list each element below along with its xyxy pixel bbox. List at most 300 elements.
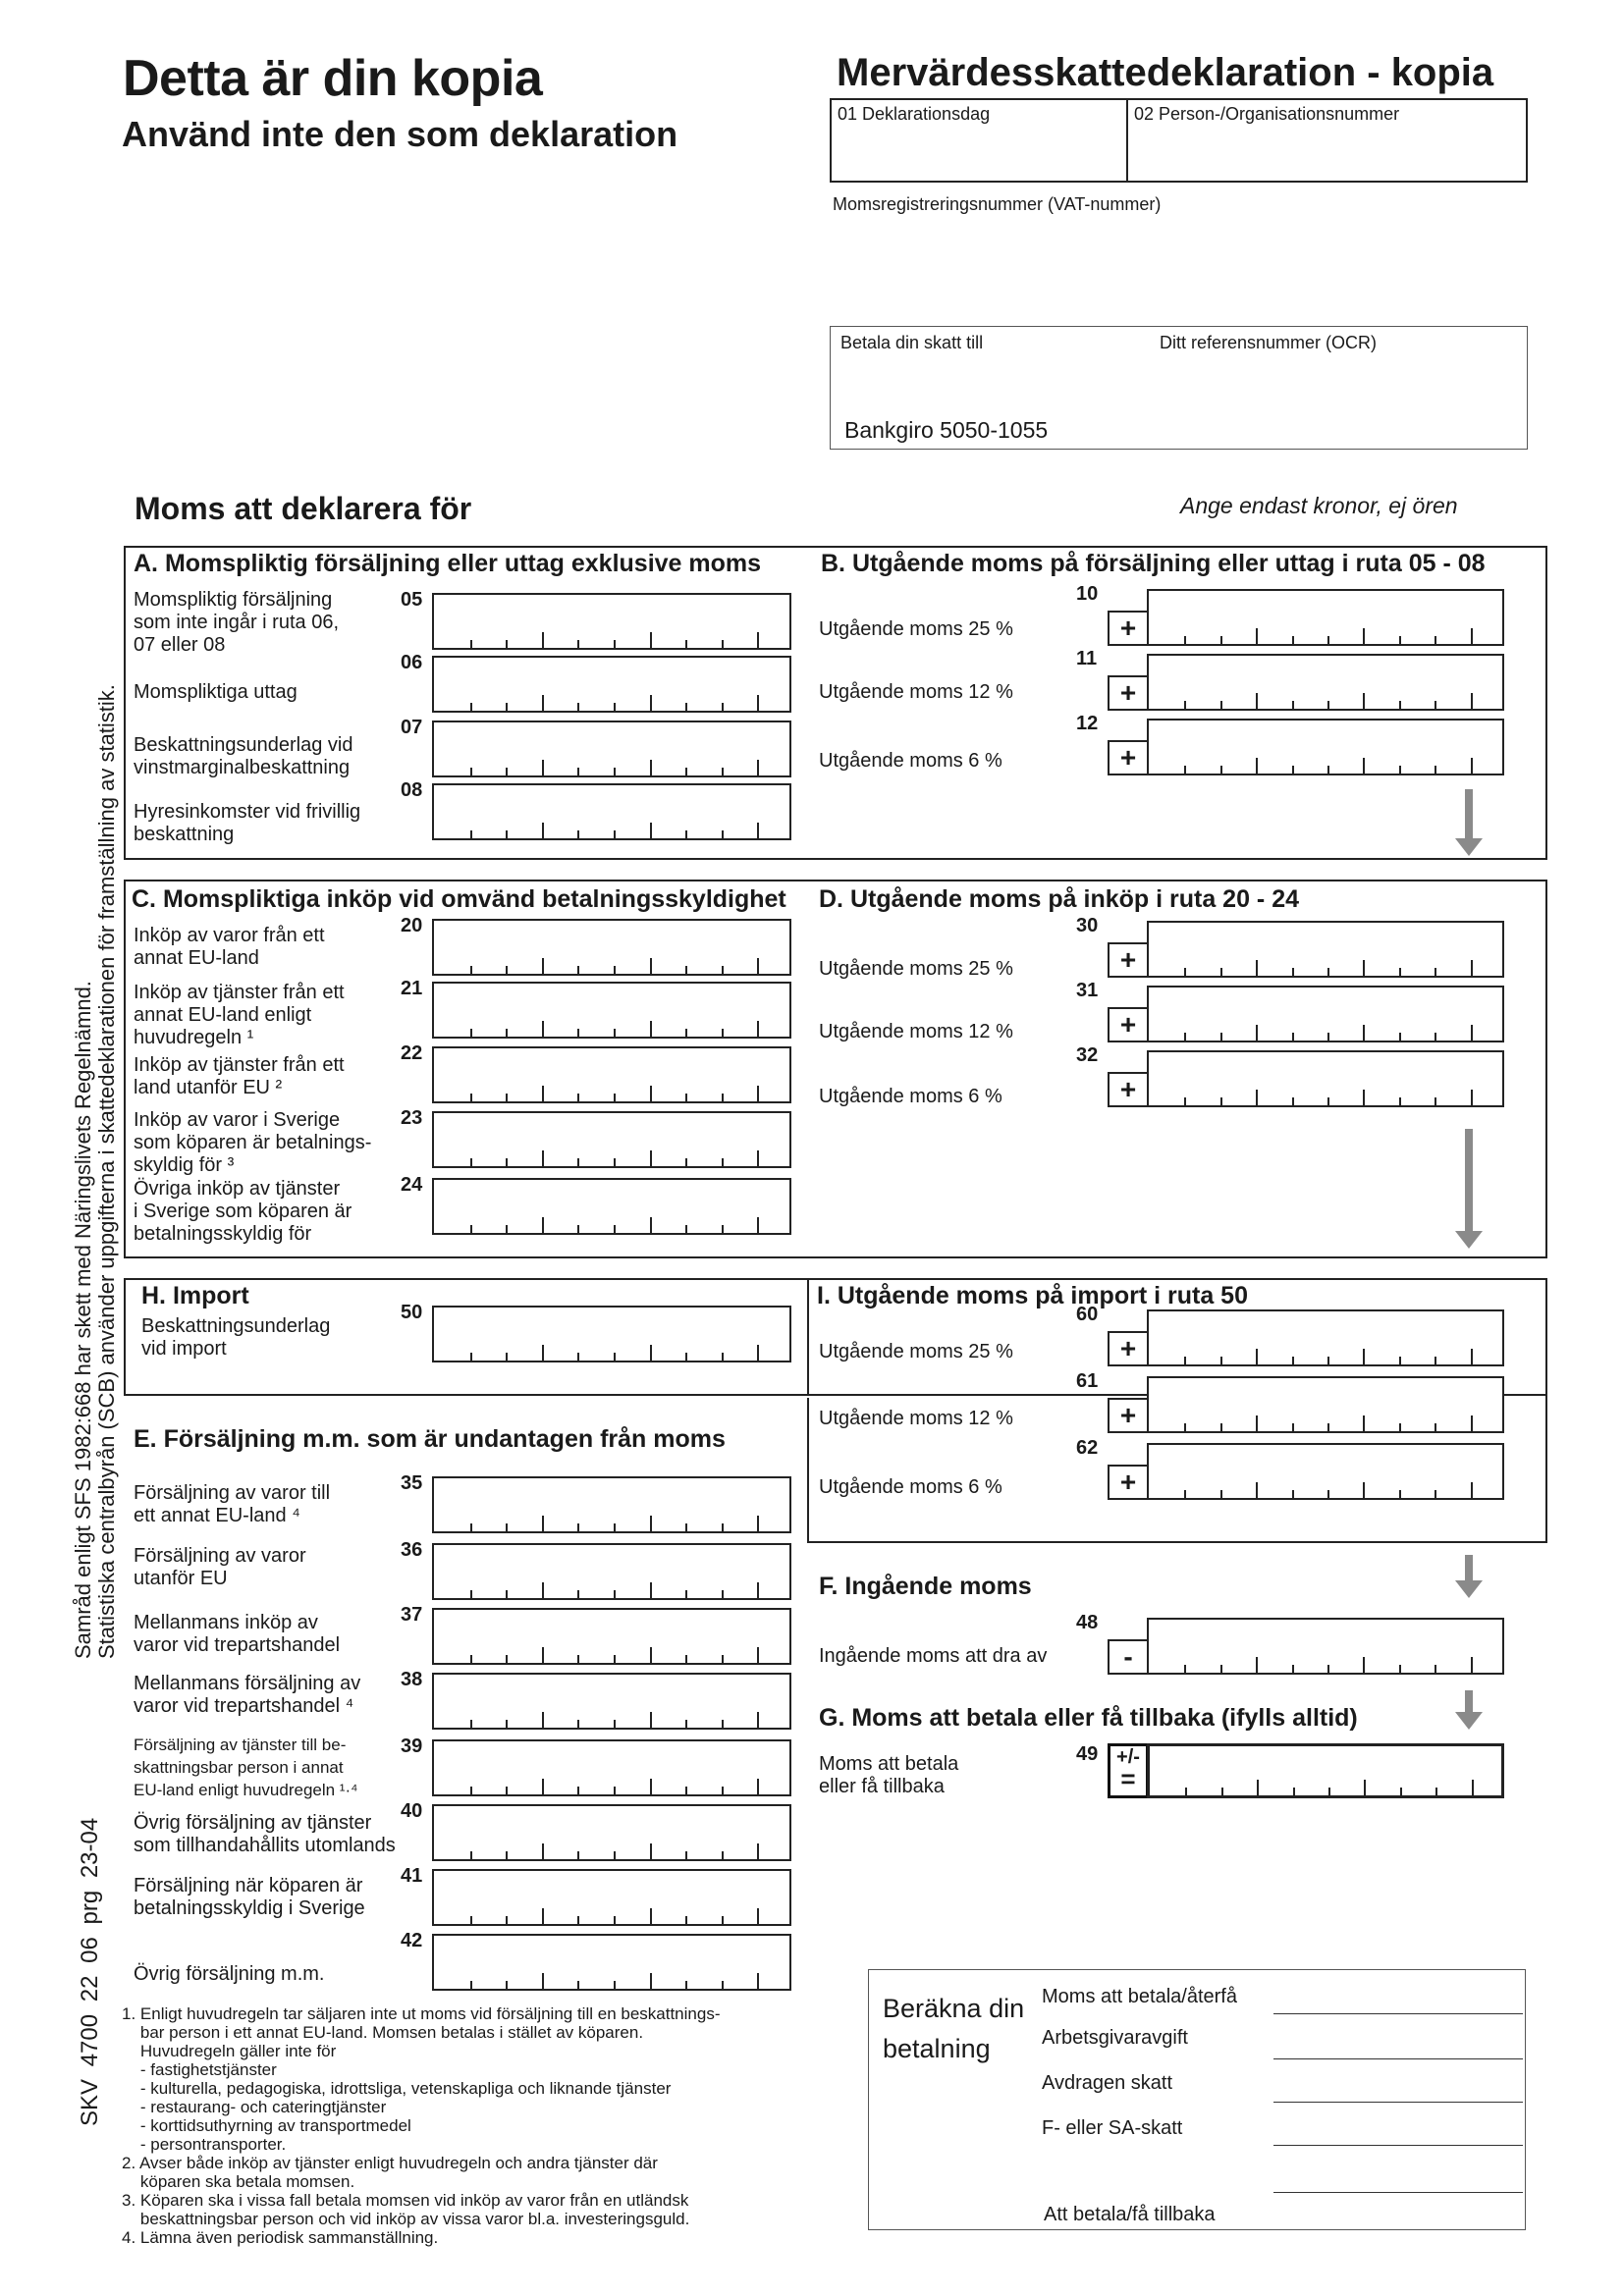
tick-mark bbox=[577, 1720, 579, 1728]
tick-mark bbox=[1435, 636, 1436, 644]
tick-mark bbox=[614, 1523, 616, 1531]
field-40-input[interactable] bbox=[432, 1804, 791, 1861]
tick-mark bbox=[1292, 1665, 1294, 1673]
tick-mark bbox=[722, 1655, 724, 1663]
tick-mark bbox=[1220, 766, 1222, 774]
tick-mark bbox=[722, 640, 724, 648]
tick-mark bbox=[1327, 1097, 1329, 1105]
field-32-sign: + bbox=[1108, 1072, 1149, 1107]
field-11-label: Utgående moms 12 % bbox=[819, 681, 1013, 703]
org-number-label: 02 Person-/Organisationsnummer bbox=[1134, 104, 1400, 124]
field-37-label: Mellanmans inköp av varor vid trepartshandel bbox=[134, 1612, 341, 1656]
tick-mark bbox=[1435, 1033, 1436, 1041]
tick-mark bbox=[1292, 1490, 1294, 1498]
section-c-title: C. Momspliktiga inköp vid omvänd betalningsskyldighet bbox=[132, 885, 786, 913]
tick-mark bbox=[470, 1590, 472, 1598]
tick-mark bbox=[685, 1353, 687, 1361]
tick-mark bbox=[1185, 1788, 1187, 1795]
tick-mark bbox=[722, 1523, 724, 1531]
tick-mark bbox=[650, 1150, 652, 1166]
field-41-label: Försäljning när köparen är betalningsskyldig i Sverige bbox=[134, 1875, 365, 1919]
field-35-number: 35 bbox=[401, 1472, 423, 1494]
tick-mark bbox=[1363, 960, 1365, 976]
tick-mark bbox=[757, 1712, 759, 1728]
tick-mark bbox=[1399, 766, 1401, 774]
section-h-title: H. Import bbox=[141, 1282, 249, 1309]
tick-mark bbox=[577, 1981, 579, 1989]
tick-mark bbox=[1471, 1090, 1473, 1105]
tick-mark bbox=[1400, 1788, 1402, 1795]
field-06-number: 06 bbox=[401, 652, 423, 673]
field-31-sign: + bbox=[1108, 1007, 1149, 1042]
tick-mark bbox=[722, 1029, 724, 1037]
field-23-number: 23 bbox=[401, 1107, 423, 1129]
tick-mark bbox=[722, 1094, 724, 1101]
tick-mark bbox=[1257, 1780, 1259, 1795]
tick-mark bbox=[577, 1590, 579, 1598]
tick-mark bbox=[614, 1720, 616, 1728]
tick-mark bbox=[542, 1712, 544, 1728]
field-12-input[interactable] bbox=[1147, 719, 1504, 775]
tick-mark bbox=[1363, 628, 1365, 644]
tick-mark bbox=[650, 1086, 652, 1101]
tick-mark bbox=[1471, 693, 1473, 709]
tick-mark bbox=[614, 1787, 616, 1794]
field-06-label: Momspliktiga uttag bbox=[134, 681, 298, 703]
tick-mark bbox=[757, 1843, 759, 1859]
tick-mark bbox=[506, 1523, 508, 1531]
tick-mark bbox=[685, 1158, 687, 1166]
tick-mark bbox=[506, 1720, 508, 1728]
field-10-input[interactable] bbox=[1147, 589, 1504, 646]
field-07-input[interactable] bbox=[432, 721, 791, 777]
field-24-input[interactable] bbox=[432, 1178, 791, 1235]
tick-mark bbox=[650, 1345, 652, 1361]
field-22-input[interactable] bbox=[432, 1046, 791, 1103]
field-12-number: 12 bbox=[1076, 713, 1099, 734]
field-24-number: 24 bbox=[401, 1174, 423, 1196]
tick-mark bbox=[722, 966, 724, 974]
tick-mark bbox=[722, 1720, 724, 1728]
tick-mark bbox=[506, 1094, 508, 1101]
tick-mark bbox=[470, 768, 472, 775]
tick-mark bbox=[1399, 701, 1401, 709]
tick-mark bbox=[1220, 1665, 1222, 1673]
calc-entry-line[interactable] bbox=[1273, 2102, 1523, 2103]
field-40-label: Övrig försäljning av tjänster som tillhandahållits utomlands bbox=[134, 1812, 396, 1856]
field-50-number: 50 bbox=[401, 1302, 423, 1323]
tick-mark bbox=[757, 1345, 759, 1361]
tick-mark bbox=[1221, 1788, 1223, 1795]
field-41-number: 41 bbox=[401, 1865, 423, 1887]
tick-mark bbox=[542, 1345, 544, 1361]
tick-mark bbox=[1292, 1033, 1294, 1041]
header-id-box bbox=[830, 98, 1528, 183]
field-10-number: 10 bbox=[1076, 583, 1099, 605]
tick-mark bbox=[1399, 1097, 1401, 1105]
section-e-title: E. Försäljning m.m. som är undantagen från moms bbox=[134, 1425, 726, 1453]
field-37-number: 37 bbox=[401, 1604, 423, 1626]
tick-mark bbox=[506, 1590, 508, 1598]
footnote-line: beskattningsbar person och vid inköp av vissa varor bl.a. investeringsguld. bbox=[122, 2210, 690, 2228]
tick-mark bbox=[757, 1217, 759, 1233]
tick-mark bbox=[1184, 1665, 1186, 1673]
calc-entry-line[interactable] bbox=[1273, 2192, 1523, 2193]
tick-mark bbox=[757, 823, 759, 838]
tick-mark bbox=[614, 1094, 616, 1101]
field-48-input[interactable] bbox=[1147, 1618, 1504, 1675]
tick-mark bbox=[577, 640, 579, 648]
field-61-input[interactable] bbox=[1147, 1376, 1504, 1433]
tick-mark bbox=[470, 1981, 472, 1989]
footnote-line: - restaurang- och cateringtjänster bbox=[122, 2098, 387, 2116]
field-30-label: Utgående moms 25 % bbox=[819, 958, 1013, 980]
footnote-line: - persontransporter. bbox=[122, 2135, 287, 2154]
tick-mark bbox=[470, 830, 472, 838]
tick-mark bbox=[577, 1029, 579, 1037]
tick-mark bbox=[757, 1021, 759, 1037]
tick-mark bbox=[1327, 701, 1329, 709]
tick-mark bbox=[1327, 636, 1329, 644]
tick-mark bbox=[470, 1720, 472, 1728]
tick-mark bbox=[1184, 636, 1186, 644]
tick-mark bbox=[1292, 636, 1294, 644]
tick-mark bbox=[757, 1973, 759, 1989]
tick-mark bbox=[1471, 960, 1473, 976]
tick-mark bbox=[470, 1523, 472, 1531]
tick-mark bbox=[1292, 701, 1294, 709]
field-39-input[interactable] bbox=[432, 1739, 791, 1796]
tick-mark bbox=[506, 1225, 508, 1233]
tick-mark bbox=[542, 823, 544, 838]
tick-mark bbox=[1327, 968, 1329, 976]
tick-mark bbox=[614, 1225, 616, 1233]
field-36-number: 36 bbox=[401, 1539, 423, 1561]
flow-arrow-icon bbox=[1449, 1555, 1489, 1598]
footnotes bbox=[122, 2004, 829, 2247]
field-60-sign: + bbox=[1108, 1331, 1149, 1366]
field-38-number: 38 bbox=[401, 1669, 423, 1690]
payment-box bbox=[830, 326, 1528, 450]
tick-mark bbox=[1399, 1490, 1401, 1498]
field-21-input[interactable] bbox=[432, 982, 791, 1039]
tick-mark bbox=[757, 1908, 759, 1924]
field-42-number: 42 bbox=[401, 1930, 423, 1951]
side-text-srb: Samråd enligt SFS 1982:668 har skett med Näringslivets Regelnämnd. bbox=[71, 981, 95, 1659]
tick-mark bbox=[1256, 758, 1258, 774]
field-48-label: Ingående moms att dra av bbox=[819, 1645, 1048, 1667]
tick-mark bbox=[470, 1916, 472, 1924]
tick-mark bbox=[757, 958, 759, 974]
calc-entry-line[interactable] bbox=[1273, 2058, 1523, 2059]
tick-mark bbox=[1184, 968, 1186, 976]
tick-mark bbox=[577, 966, 579, 974]
field-32-input[interactable] bbox=[1147, 1050, 1504, 1107]
tick-mark bbox=[1256, 628, 1258, 644]
tick-mark bbox=[506, 1158, 508, 1166]
tick-mark bbox=[685, 1851, 687, 1859]
tick-mark bbox=[1435, 1357, 1436, 1364]
tick-mark bbox=[1327, 1423, 1329, 1431]
tick-mark bbox=[1471, 1657, 1473, 1673]
field-48-sign: - bbox=[1108, 1639, 1149, 1675]
tick-mark bbox=[722, 1353, 724, 1361]
field-24-label: Övriga inköp av tjänster i Sverige som köparen är betalningsskyldig för bbox=[134, 1178, 352, 1245]
tick-mark bbox=[1363, 758, 1365, 774]
footnote-line: - kulturella, pedagogiska, idrottsliga, vetenskapliga och liknande tjänster bbox=[122, 2079, 672, 2098]
tick-mark bbox=[685, 1787, 687, 1794]
tick-mark bbox=[577, 1225, 579, 1233]
tick-mark bbox=[506, 1029, 508, 1037]
footnote-line: köparen ska betala momsen. bbox=[122, 2172, 355, 2191]
vat-number-label: Momsregistreringsnummer (VAT-nummer) bbox=[833, 194, 1162, 214]
tick-mark bbox=[614, 1851, 616, 1859]
tick-mark bbox=[685, 830, 687, 838]
calc-entry-line[interactable] bbox=[1273, 2013, 1523, 2014]
field-22-label: Inköp av tjänster från ett land utanför EU ² bbox=[134, 1054, 345, 1098]
tick-mark bbox=[1327, 766, 1329, 774]
tick-mark bbox=[650, 1973, 652, 1989]
tick-mark bbox=[722, 830, 724, 838]
field-60-number: 60 bbox=[1076, 1304, 1099, 1325]
section-b-title: B. Utgående moms på försäljning eller uttag i ruta 05 - 08 bbox=[821, 550, 1486, 577]
tick-mark bbox=[614, 1590, 616, 1598]
tick-mark bbox=[1220, 1097, 1222, 1105]
field-35-input[interactable] bbox=[432, 1476, 791, 1533]
tick-mark bbox=[685, 768, 687, 775]
field-35-label: Försäljning av varor till ett annat EU-land ⁴ bbox=[134, 1482, 331, 1526]
tick-mark bbox=[1435, 1490, 1436, 1498]
field-40-number: 40 bbox=[401, 1800, 423, 1822]
tick-mark bbox=[614, 1029, 616, 1037]
field-06-input[interactable] bbox=[432, 656, 791, 713]
tick-mark bbox=[577, 703, 579, 711]
copy-subtitle: Använd inte den som deklaration bbox=[122, 114, 678, 154]
field-21-number: 21 bbox=[401, 978, 423, 999]
tick-mark bbox=[470, 1655, 472, 1663]
field-31-label: Utgående moms 12 % bbox=[819, 1021, 1013, 1042]
tick-mark bbox=[1471, 758, 1473, 774]
field-31-number: 31 bbox=[1076, 980, 1099, 1001]
footnote-line: 2. Avser både inköp av tjänster enligt huvudregeln och andra tjänster där bbox=[122, 2154, 658, 2172]
tick-mark bbox=[1292, 968, 1294, 976]
tick-mark bbox=[542, 1086, 544, 1101]
tick-mark bbox=[1220, 701, 1222, 709]
flow-arrow-icon bbox=[1449, 789, 1489, 856]
field-22-number: 22 bbox=[401, 1042, 423, 1064]
field-20-input[interactable] bbox=[432, 919, 791, 976]
tick-mark bbox=[1220, 968, 1222, 976]
tick-mark bbox=[1471, 1482, 1473, 1498]
field-61-label: Utgående moms 12 % bbox=[819, 1408, 1013, 1429]
tick-mark bbox=[1363, 1482, 1365, 1498]
field-38-input[interactable] bbox=[432, 1673, 791, 1730]
tick-mark bbox=[614, 1353, 616, 1361]
field-39-label: Försäljning av tjänster till be- skattningsbar person i annat EU-land enligt huvudregeln ¹·⁴ bbox=[134, 1735, 358, 1799]
field-49-label: Moms att betala eller få tillbaka bbox=[819, 1753, 959, 1797]
field-49-number: 49 bbox=[1076, 1743, 1099, 1765]
tick-mark bbox=[470, 1029, 472, 1037]
tick-mark bbox=[614, 768, 616, 775]
tick-mark bbox=[1256, 1415, 1258, 1431]
tick-mark bbox=[614, 1916, 616, 1924]
field-42-input[interactable] bbox=[432, 1934, 791, 1991]
tick-mark bbox=[1435, 766, 1436, 774]
tick-mark bbox=[506, 640, 508, 648]
field-50-input[interactable] bbox=[432, 1306, 791, 1362]
tick-mark bbox=[722, 768, 724, 775]
field-20-label: Inköp av varor från ett annat EU-land bbox=[134, 925, 325, 969]
field-11-input[interactable] bbox=[1147, 654, 1504, 711]
tick-mark bbox=[650, 1843, 652, 1859]
tick-mark bbox=[1184, 1357, 1186, 1364]
field-41-input[interactable] bbox=[432, 1869, 791, 1926]
tick-mark bbox=[1256, 1025, 1258, 1041]
tick-mark bbox=[470, 703, 472, 711]
tick-mark bbox=[757, 1779, 759, 1794]
tick-mark bbox=[1256, 1657, 1258, 1673]
field-60-input[interactable] bbox=[1147, 1309, 1504, 1366]
tick-mark bbox=[542, 1582, 544, 1598]
tick-mark bbox=[1292, 1423, 1294, 1431]
tick-mark bbox=[685, 1225, 687, 1233]
section-i-title: I. Utgående moms på import i ruta 50 bbox=[817, 1282, 1248, 1309]
tick-mark bbox=[506, 1981, 508, 1989]
field-23-label: Inköp av varor i Sverige som köparen är betalnings- skyldig för ³ bbox=[134, 1109, 372, 1176]
tick-mark bbox=[1184, 766, 1186, 774]
field-23-input[interactable] bbox=[432, 1111, 791, 1168]
field-11-sign: + bbox=[1108, 675, 1149, 711]
tick-mark bbox=[757, 1647, 759, 1663]
tick-mark bbox=[1363, 1657, 1365, 1673]
tick-mark bbox=[1292, 766, 1294, 774]
tick-mark bbox=[757, 1516, 759, 1531]
tick-mark bbox=[650, 1908, 652, 1924]
field-05-input[interactable] bbox=[432, 593, 791, 650]
tick-mark bbox=[577, 768, 579, 775]
field-49-input[interactable] bbox=[1147, 1743, 1504, 1798]
field-37-input[interactable] bbox=[432, 1608, 791, 1665]
tick-mark bbox=[650, 958, 652, 974]
tick-mark bbox=[1363, 693, 1365, 709]
tick-mark bbox=[506, 703, 508, 711]
tick-mark bbox=[577, 1523, 579, 1531]
field-07-label: Beskattningsunderlag vid vinstmarginalbeskattning bbox=[134, 734, 353, 778]
tick-mark bbox=[1327, 1665, 1329, 1673]
tick-mark bbox=[685, 1029, 687, 1037]
footnote-line: Huvudregeln gäller inte för bbox=[122, 2042, 337, 2060]
tick-mark bbox=[542, 1021, 544, 1037]
calc-title: Beräkna din betalning bbox=[883, 1994, 1025, 2063]
tick-mark bbox=[1327, 1033, 1329, 1041]
calc-row-label: F- eller SA-skatt bbox=[1042, 2117, 1183, 2139]
tick-mark bbox=[1363, 1090, 1365, 1105]
tick-mark bbox=[614, 1981, 616, 1989]
tick-mark bbox=[1328, 1788, 1330, 1795]
field-08-input[interactable] bbox=[432, 783, 791, 840]
tick-mark bbox=[577, 1655, 579, 1663]
tick-mark bbox=[577, 1787, 579, 1794]
tick-mark bbox=[506, 768, 508, 775]
tick-mark bbox=[1256, 1349, 1258, 1364]
tick-mark bbox=[757, 695, 759, 711]
calc-row-label: Moms att betala/återfå bbox=[1042, 1986, 1237, 2007]
tick-mark bbox=[506, 1655, 508, 1663]
field-11-number: 11 bbox=[1076, 648, 1098, 669]
tick-mark bbox=[757, 1582, 759, 1598]
field-31-input[interactable] bbox=[1147, 986, 1504, 1042]
field-62-input[interactable] bbox=[1147, 1443, 1504, 1500]
footnote-line: 3. Köparen ska i vissa fall betala momsen vid inköp av varor från en utländsk bbox=[122, 2191, 689, 2210]
field-42-label: Övrig försäljning m.m. bbox=[134, 1963, 325, 1985]
tick-mark bbox=[1472, 1780, 1474, 1795]
declaration-date-label: 01 Deklarationsdag bbox=[838, 104, 991, 124]
tick-mark bbox=[722, 1590, 724, 1598]
tick-mark bbox=[577, 1916, 579, 1924]
section-f-title: F. Ingående moms bbox=[819, 1573, 1032, 1600]
tick-mark bbox=[757, 760, 759, 775]
tick-mark bbox=[542, 1973, 544, 1989]
tick-mark bbox=[1327, 1357, 1329, 1364]
calc-entry-line[interactable] bbox=[1273, 2145, 1523, 2146]
field-38-label: Mellanmans försäljning av varor vid trepartshandel ⁴ bbox=[134, 1673, 361, 1717]
tick-mark bbox=[542, 1908, 544, 1924]
tick-mark bbox=[685, 1590, 687, 1598]
tick-mark bbox=[506, 1353, 508, 1361]
tick-mark bbox=[1471, 1349, 1473, 1364]
tick-mark bbox=[685, 703, 687, 711]
tick-mark bbox=[1184, 1097, 1186, 1105]
tick-mark bbox=[650, 1021, 652, 1037]
tick-mark bbox=[685, 1916, 687, 1924]
tick-mark bbox=[614, 1655, 616, 1663]
field-10-sign: + bbox=[1108, 611, 1149, 646]
tick-mark bbox=[577, 1851, 579, 1859]
field-49-sign: +/- = bbox=[1108, 1743, 1149, 1798]
calc-row-label: Avdragen skatt bbox=[1042, 2072, 1173, 2094]
tick-mark bbox=[650, 760, 652, 775]
section-g-title: G. Moms att betala eller få tillbaka (ifylls alltid) bbox=[819, 1704, 1358, 1732]
footnote-line: - fastighetstjänster bbox=[122, 2060, 277, 2079]
tick-mark bbox=[1363, 1349, 1365, 1364]
field-62-number: 62 bbox=[1076, 1437, 1099, 1459]
tick-mark bbox=[470, 1851, 472, 1859]
tick-mark bbox=[757, 632, 759, 648]
tick-mark bbox=[757, 1150, 759, 1166]
tick-mark bbox=[1471, 1415, 1473, 1431]
kronor-note: Ange endast kronor, ej ören bbox=[1180, 493, 1458, 518]
field-36-label: Försäljning av varor utanför EU bbox=[134, 1545, 306, 1589]
field-60-label: Utgående moms 25 % bbox=[819, 1341, 1013, 1362]
field-36-input[interactable] bbox=[432, 1543, 791, 1600]
tick-mark bbox=[1292, 1357, 1294, 1364]
copy-title: Detta är din kopia bbox=[123, 50, 543, 107]
tick-mark bbox=[1364, 1780, 1366, 1795]
tick-mark bbox=[685, 1655, 687, 1663]
footnote-line: bar person i ett annat EU-land. Momsen betalas i stället av köparen. bbox=[122, 2023, 644, 2042]
tick-mark bbox=[722, 1981, 724, 1989]
calc-row-label: Arbetsgivaravgift bbox=[1042, 2027, 1188, 2049]
tick-mark bbox=[1435, 1665, 1436, 1673]
tick-mark bbox=[722, 1851, 724, 1859]
field-30-input[interactable] bbox=[1147, 921, 1504, 978]
tick-mark bbox=[650, 1582, 652, 1598]
tick-mark bbox=[1399, 1665, 1401, 1673]
field-62-label: Utgående moms 6 % bbox=[819, 1476, 1002, 1498]
tick-mark bbox=[542, 632, 544, 648]
tick-mark bbox=[1256, 1482, 1258, 1498]
ocr-label: Ditt referensnummer (OCR) bbox=[1160, 333, 1378, 352]
